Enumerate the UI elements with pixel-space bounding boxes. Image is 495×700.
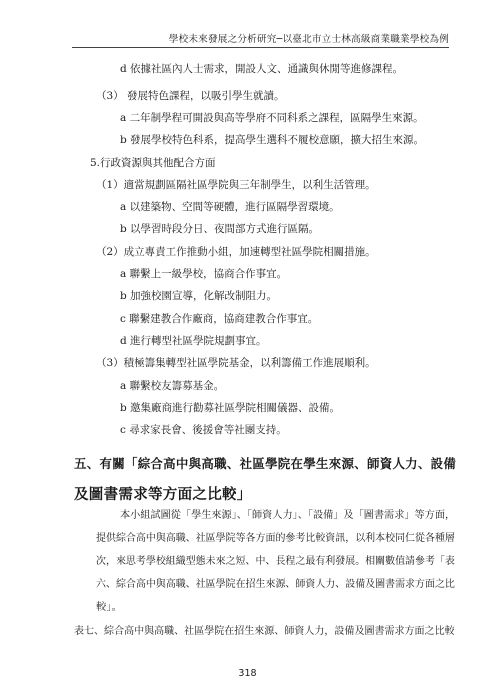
list-item-5-3a: a 聯繫校友籌募基金。 <box>120 380 225 392</box>
list-item-5-2c: c 聯繫建教合作廠商，協商建教合作事宜。 <box>120 313 319 325</box>
running-header: 學校未來發展之分析研究─以臺北市立士林高級商業職業學校為例 <box>168 34 449 45</box>
list-item-5-1a: a 以建築物、空間等硬體，進行區隔學習環境。 <box>120 201 340 213</box>
paragraph-line-5: 較」。 <box>96 601 122 613</box>
list-item-5-3: （3）積極籌集轉型社區學院基金，以利籌備工作進展順利。 <box>96 357 376 369</box>
page-number: 318 <box>238 668 257 679</box>
section-heading-line-2: 及圖書需求等方面之比較」 <box>74 486 252 503</box>
list-item-5-2a: a 聯繫上一級學校，協商合作事宜。 <box>120 268 288 280</box>
list-item-3a: a 二年制學程可開設與高等學府不同科系之課程，區隔學生來源。 <box>120 112 424 124</box>
paragraph-line-4: 六、綜合高中與高職、社區學院在招生來源、師資人力、設備及圖書需求方面之比 <box>96 579 455 590</box>
table-caption: 表七、綜合高中與高職、社區學院在招生來源、師資人力，設備及圖書需求方面之比較 <box>74 626 455 637</box>
header-rule <box>72 47 449 48</box>
list-item-d-community-courses: d 依據社區內人士需求，開設人文、通識與休閒等進修課程。 <box>120 63 404 75</box>
list-item-5-1b: b 以學習時段分日、夜間部方式進行區隔。 <box>120 223 320 235</box>
list-item-5-2d: d 進行轉型社區學院規劃事宜。 <box>120 335 267 347</box>
list-item-5-3c: c 尋求家長會、後援會等社團支持。 <box>120 424 287 436</box>
section-heading-line-1: 五、有關「綜合高中與高職、社區學院在學生來源、師資人力、設備 <box>74 456 457 471</box>
list-item-5-2: （2）成立專責工作推動小組，加速轉型社區學院相關措施。 <box>96 246 376 258</box>
paragraph-line-3: 次，來思考學校組織型態未來之短、中、長程之最有利發展。相關數值請參考「表 <box>96 556 455 567</box>
list-item-3b: b 發展學校特色科系，提高學生選科不履校意願，擴大招生來源。 <box>120 134 425 146</box>
list-item-5-2b: b 加強校園宣導，化解改制阻力。 <box>120 290 278 302</box>
list-item-5-admin-resources: 5.行政資源與其他配合方面 <box>90 157 216 169</box>
list-item-5-1: （1）適當規劃區隔社區學院與三年制學生，以利生活管理。 <box>96 179 376 191</box>
list-item-3-feature-courses: （3） 發展特色課程，以吸引學生就讀。 <box>96 90 285 102</box>
list-item-5-3b: b 邀集廠商進行勸募社區學院相關儀器、設備。 <box>120 402 341 414</box>
paragraph-line-2: 提供綜合高中與高職、社區學院等各方面的參考比較資訊，以利本校同仁從各種層 <box>96 533 455 544</box>
paragraph-line-1: 本小組試圖從「學生來源」、「師資人力」、「設備」及「圖書需求」等方面， <box>120 510 456 521</box>
